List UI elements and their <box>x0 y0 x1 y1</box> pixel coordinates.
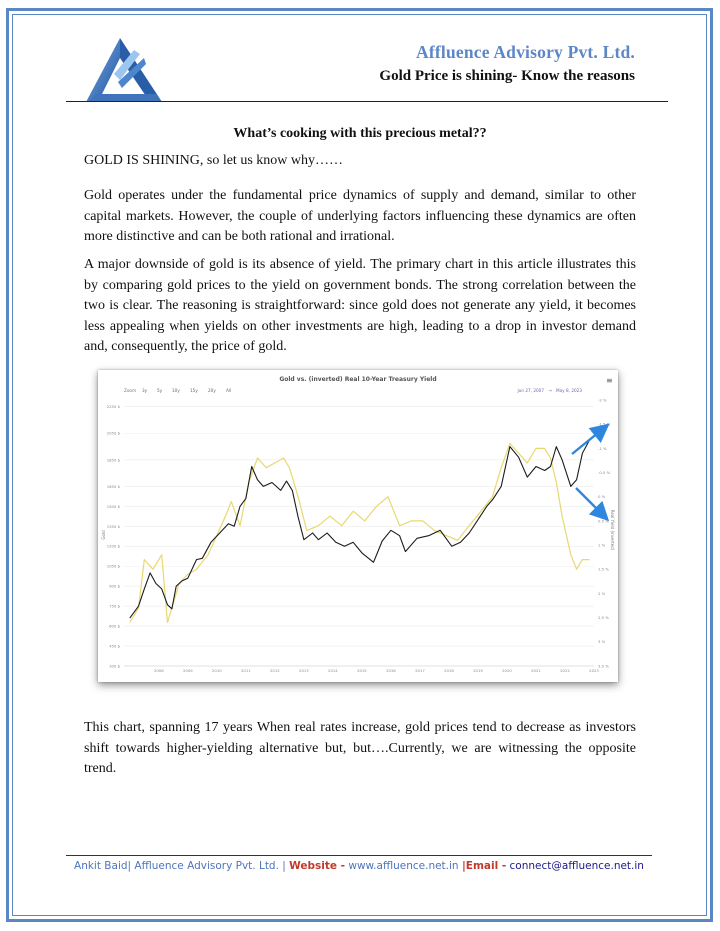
x-tick-label: 2016 <box>386 668 396 673</box>
real-yield-line <box>130 444 590 623</box>
left-tick-label: 450 $ <box>109 643 120 649</box>
zoom-option-All[interactable]: All <box>226 388 232 393</box>
x-tick-label: 2020 <box>502 668 512 673</box>
paragraph-conclusion: This chart, spanning 17 years When real rates increase, gold prices tend to decrease as investors shift towards higher-yielding alternative but, but….Currently, we are witnessing the opposite trend. <box>84 720 636 776</box>
chart-menu-icon[interactable]: ≡ <box>606 376 613 385</box>
left-tick-label: 1050 $ <box>106 563 120 569</box>
right-tick-label: 3.5 % <box>598 663 609 669</box>
range-from: Jun 27, 2007 <box>517 388 544 393</box>
left-tick-label: 1500 $ <box>106 503 120 509</box>
zoom-option-10y[interactable]: 10y <box>172 388 180 393</box>
header-divider <box>66 101 668 102</box>
x-tick-label: 2008 <box>153 668 164 673</box>
x-tick-label: 2018 <box>444 668 454 673</box>
zoom-option-20y[interactable]: 20y <box>208 388 216 393</box>
gold-vs-yield-chart <box>98 370 618 682</box>
left-axis-label: Gold <box>101 530 106 540</box>
range-separator: → <box>548 388 552 393</box>
right-tick-label: 1.5 % <box>598 566 609 572</box>
left-tick-label: 2250 $ <box>106 404 120 410</box>
paragraph-intro: GOLD IS SHINING, so let us know why…… <box>84 153 343 168</box>
left-tick-label: 1350 $ <box>106 523 120 529</box>
x-tick-label: 2015 <box>357 668 367 673</box>
right-tick-label: 0.5 % <box>598 518 609 524</box>
annotation-arrow-yield-down <box>576 488 604 516</box>
x-tick-label: 2021 <box>531 668 541 673</box>
right-axis-label: Real Yield (inverted) <box>610 509 615 551</box>
right-tick-label: -1.5 % <box>598 421 611 427</box>
x-tick-label: 2017 <box>415 668 425 673</box>
left-tick-label: 1200 $ <box>106 543 120 549</box>
paragraph-supply-demand: Gold operates under the fundamental price dynamics of supply and demand, similar to other capital markets. However, the couple of underlying factors influencing these dynamics are often more distinctive and can be both rational and irrational. <box>84 188 636 244</box>
right-tick-label: 2.5 % <box>598 615 609 621</box>
left-tick-label: 750 $ <box>109 603 120 609</box>
footer <box>66 860 652 872</box>
right-tick-label: 0 % <box>598 494 606 500</box>
left-tick-label: 1850 $ <box>106 457 120 463</box>
x-tick-label: 2012 <box>270 668 280 673</box>
left-tick-label: 600 $ <box>109 623 120 629</box>
x-tick-label: 2009 <box>182 668 193 673</box>
right-tick-label: -2 % <box>598 397 607 403</box>
right-tick-label: 1 % <box>598 542 606 548</box>
company-logo <box>84 36 164 104</box>
x-tick-label: 2023 <box>589 668 599 673</box>
right-tick-label: -1 % <box>598 445 607 451</box>
chart-svg <box>98 370 618 682</box>
x-tick-label: 2013 <box>299 668 309 673</box>
right-tick-label: 2 % <box>598 590 606 596</box>
footer-divider <box>66 855 652 856</box>
x-tick-label: 2014 <box>328 668 338 673</box>
x-tick-label: 2010 <box>212 668 222 673</box>
range-to: May 8, 2023 <box>556 388 582 393</box>
left-tick-label: 900 $ <box>109 583 120 589</box>
left-tick-label: 300 $ <box>109 663 120 669</box>
x-tick-label: 2019 <box>473 668 483 673</box>
footer-email-label: |Email - <box>461 860 507 872</box>
footer-author: Ankit Baid| Affluence Advisory Pvt. Ltd. | <box>74 860 286 872</box>
right-tick-label: -0.5 % <box>598 469 611 475</box>
article-subheading: What’s cooking with this precious metal?? <box>233 126 487 141</box>
left-tick-label: 2050 $ <box>106 430 120 436</box>
footer-website-link[interactable]: www.affluence.net.in <box>348 860 459 872</box>
x-tick-label: 2011 <box>241 668 251 673</box>
zoom-option-5y[interactable]: 5y <box>157 388 163 393</box>
gold-price-line <box>130 440 590 618</box>
footer-website-label: Website - <box>289 860 346 872</box>
zoom-label: Zoom <box>124 388 137 393</box>
left-tick-label: 1650 $ <box>106 483 120 489</box>
company-name: Affluence Advisory Pvt. Ltd. <box>416 42 635 62</box>
paragraph-yield: A major downside of gold is its absence of yield. The primary chart in this article illustrates this by comparing gold prices to the yield on government bonds. The strong correlation between the two is clear. The reasoning is straightforward: since gold does not generate any yield, it becomes less appealing when yields on other investments are high, leading to a drop in investor demand and, consequently, the price of gold. <box>84 257 636 354</box>
x-tick-label: 2022 <box>560 668 570 673</box>
document-title: Gold Price is shining- Know the reasons <box>379 68 635 84</box>
footer-email-link[interactable]: connect@affluence.net.in <box>509 860 644 872</box>
chart-title: Gold vs. (inverted) Real 10-Year Treasury Yield <box>279 376 437 383</box>
zoom-option-3y[interactable]: 3y <box>142 388 148 393</box>
right-tick-label: 3 % <box>598 639 606 645</box>
zoom-option-15y[interactable]: 15y <box>190 388 198 393</box>
